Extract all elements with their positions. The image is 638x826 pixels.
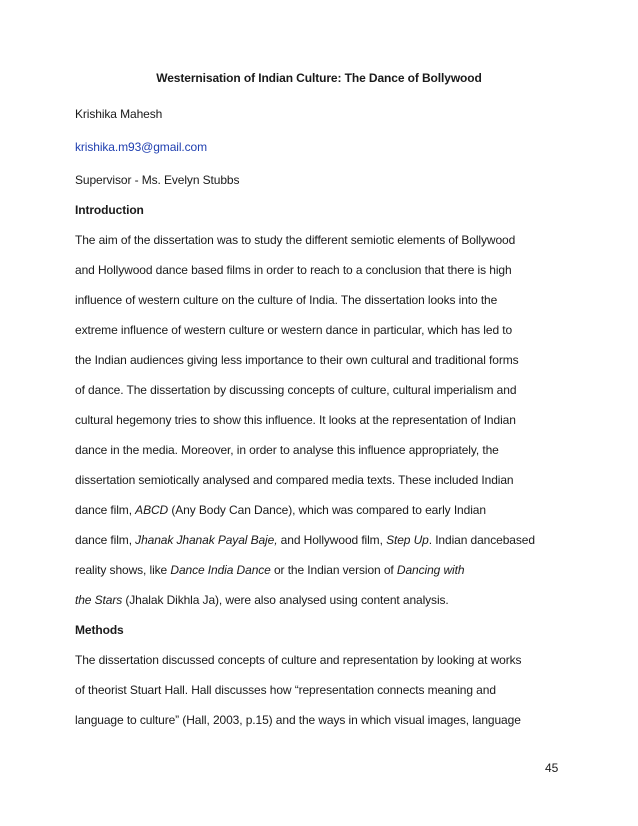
intro-line-6: of dance. The dissertation by discussing concepts of culture, cultural imperialism and — [75, 383, 517, 397]
intro-line-10 — [75, 502, 486, 518]
intro-line-8: dance in the media. Moreover, in order to analyse this influence appropriately, the — [75, 443, 499, 457]
show-title-the-stars: the Stars — [75, 593, 123, 607]
intro-line-5: the Indian audiences giving less importance to their own cultural and traditional forms — [75, 353, 519, 367]
intro-line-12-text-a: reality shows, like — [75, 563, 171, 577]
page-number: 45 — [545, 761, 559, 775]
intro-line-11 — [75, 532, 535, 548]
intro-line-12-text-c: or the Indian version of — [270, 563, 397, 577]
intro-line-2: and Hollywood dance based films in order to reach to a conclusion that there is high — [75, 263, 512, 277]
author-email-link[interactable]: krishika.m93@gmail.com — [75, 140, 208, 154]
methods-line-3: language to culture” (Hall, 2003, p.15) and the ways in which visual images, language — [75, 713, 521, 727]
film-title-jhanak: Jhanak Jhanak Payal Baje, — [135, 533, 278, 547]
intro-line-10-text-c: (Any Body Can Dance), which was compared to early Indian — [168, 503, 486, 517]
methods-line-1: The dissertation discussed concepts of culture and representation by looking at works — [75, 653, 522, 667]
supervisor-line: Supervisor - Ms. Evelyn Stubbs — [75, 173, 240, 187]
intro-line-11-text-e: . Indian dancebased — [428, 533, 535, 547]
film-title-abcd: ABCD — [135, 503, 169, 517]
intro-line-11-text-c: and Hollywood film, — [277, 533, 387, 547]
show-title-dancing-with: Dancing with — [396, 563, 465, 577]
intro-line-9: dissertation semiotically analysed and compared media texts. These included Indian — [75, 473, 514, 487]
intro-line-13 — [75, 592, 449, 608]
intro-line-13-text-b: (Jhalak Dikhla Ja), were also analysed using content analysis. — [122, 593, 449, 607]
intro-line-3: influence of western culture on the culture of India. The dissertation looks into the — [75, 293, 498, 307]
intro-line-4: extreme influence of western culture or western dance in particular, which has led to — [75, 323, 513, 337]
methods-heading: Methods — [75, 623, 124, 637]
introduction-heading: Introduction — [75, 203, 144, 217]
show-title-dance-india-dance: Dance India Dance — [170, 563, 271, 577]
document-title: Westernisation of Indian Culture: The Dance of Bollywood — [156, 71, 482, 85]
intro-line-1: The aim of the dissertation was to study the different semiotic elements of Bollywood — [75, 233, 516, 247]
author-name: Krishika Mahesh — [75, 107, 163, 121]
methods-line-2: of theorist Stuart Hall. Hall discusses how “representation connects meaning and — [75, 683, 496, 697]
intro-line-7: cultural hegemony tries to show this influence. It looks at the representation of Indian — [75, 413, 516, 427]
intro-line-12 — [75, 562, 464, 578]
intro-line-11-text-a: dance film, — [75, 533, 136, 547]
intro-line-10-text-a: dance film, — [75, 503, 136, 517]
film-title-step-up: Step Up — [386, 533, 429, 547]
